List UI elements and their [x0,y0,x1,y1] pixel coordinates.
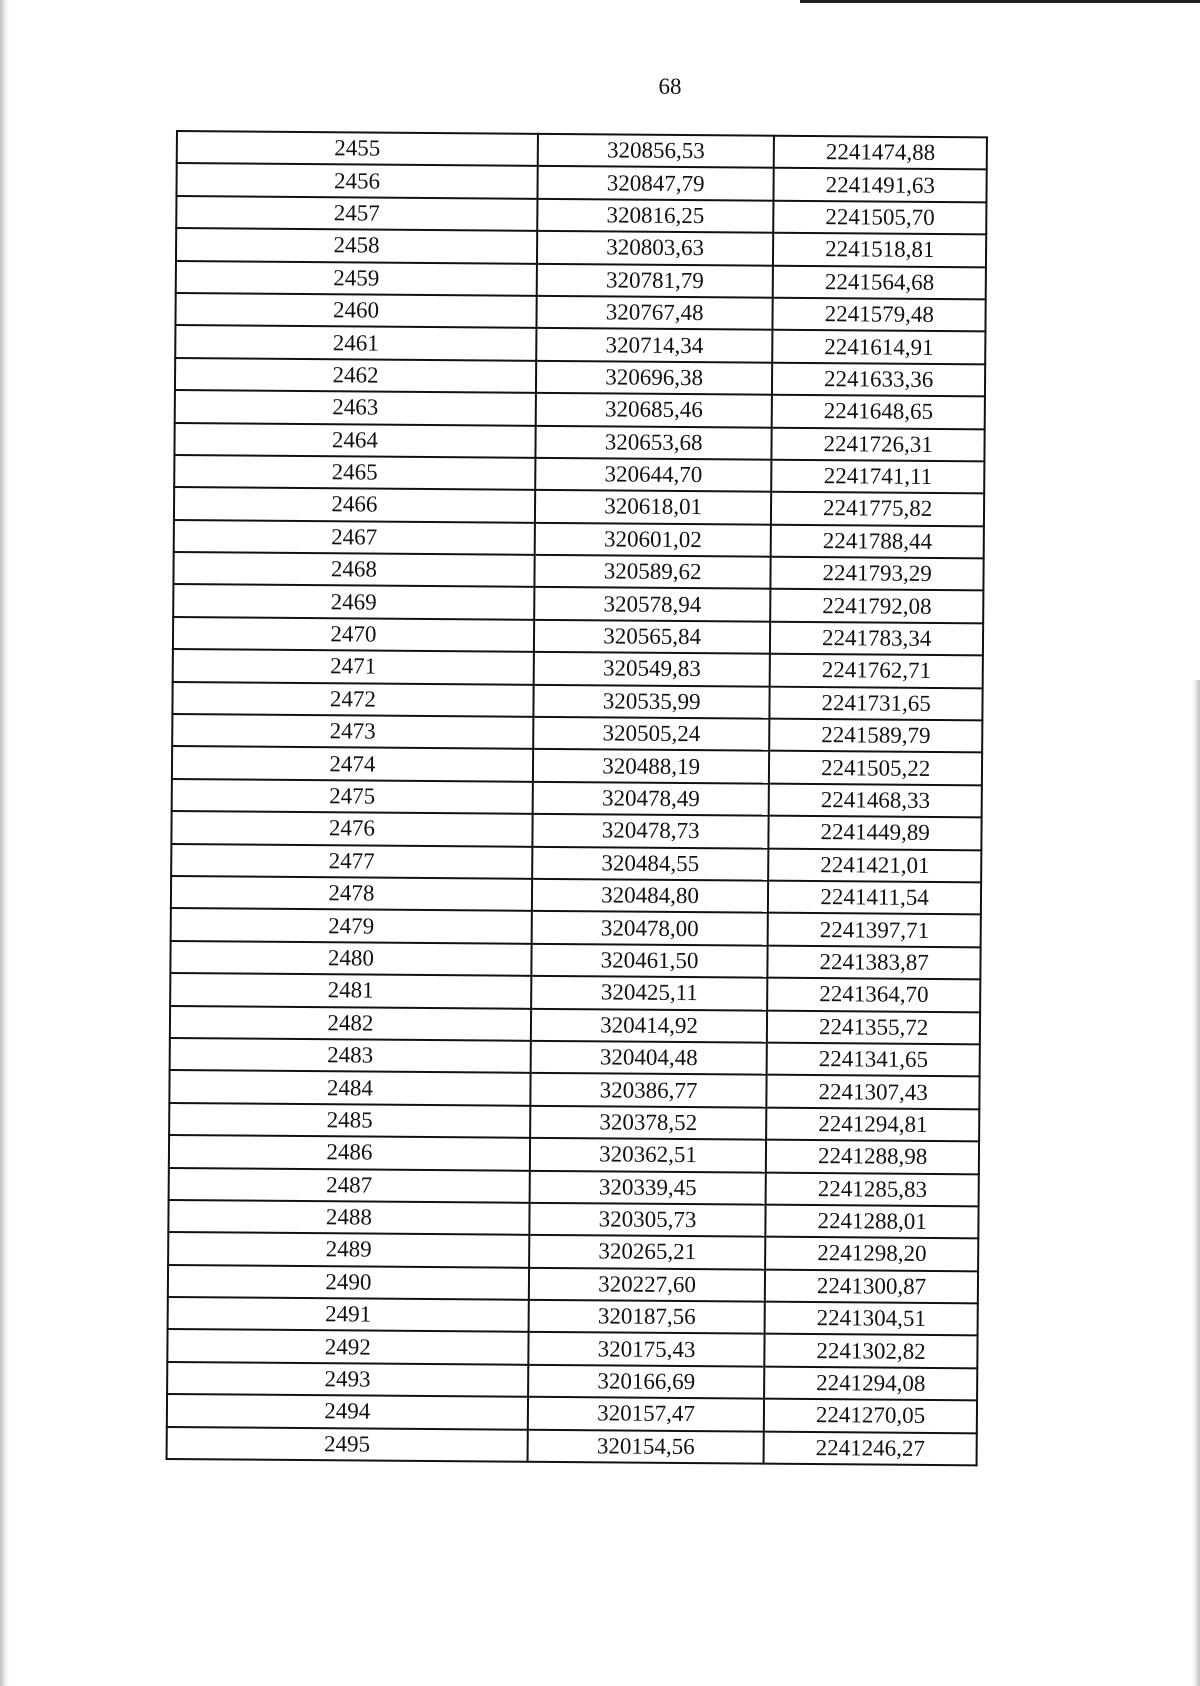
point-number-cell: 2481 [170,973,531,1008]
point-number-cell: 2467 [174,520,535,555]
x-coordinate-cell: 320404,48 [530,1041,767,1075]
y-coordinate-cell: 2241762,71 [770,654,983,688]
y-coordinate-cell: 2241270,05 [764,1399,977,1433]
x-coordinate-cell: 320484,80 [532,879,769,913]
point-number-cell: 2468 [173,552,534,587]
y-coordinate-cell: 2241579,48 [773,298,986,332]
x-coordinate-cell: 320644,70 [535,458,772,492]
y-coordinate-cell: 2241648,65 [772,395,985,429]
x-coordinate-cell: 320157,47 [528,1397,765,1431]
point-number-cell: 2457 [176,196,537,231]
point-number-cell: 2455 [177,131,538,166]
x-coordinate-cell: 320714,34 [536,328,773,362]
x-coordinate-cell: 320696,38 [536,361,773,395]
y-coordinate-cell: 2241421,01 [768,848,981,882]
point-number-cell: 2491 [168,1297,529,1332]
point-number-cell: 2471 [173,649,534,684]
point-number-cell: 2487 [169,1167,530,1202]
y-coordinate-cell: 2241518,81 [773,233,986,267]
point-number-cell: 2464 [174,423,535,458]
y-coordinate-cell: 2241355,72 [767,1010,980,1044]
y-coordinate-cell: 2241300,87 [765,1269,978,1303]
point-number-cell: 2460 [175,293,536,328]
x-coordinate-cell: 320461,50 [531,944,768,978]
y-coordinate-cell: 2241788,44 [771,524,984,558]
x-coordinate-cell: 320767,48 [536,296,773,330]
y-coordinate-cell: 2241364,70 [767,978,980,1012]
y-coordinate-cell: 2241304,51 [765,1302,978,1336]
point-number-cell: 2486 [169,1135,530,1170]
scan-top-edge-line [800,0,1200,3]
y-coordinate-cell: 2241731,65 [770,686,983,720]
x-coordinate-cell: 320484,55 [532,846,769,880]
x-coordinate-cell: 320685,46 [536,393,773,427]
point-number-cell: 2480 [170,941,531,976]
y-coordinate-cell: 2241449,89 [769,816,982,850]
x-coordinate-cell: 320781,79 [537,263,774,297]
y-coordinate-cell: 2241298,20 [765,1237,978,1271]
point-number-cell: 2485 [169,1103,530,1138]
x-coordinate-cell: 320425,11 [531,976,768,1010]
y-coordinate-cell: 2241383,87 [768,945,981,979]
x-coordinate-cell: 320154,56 [527,1429,764,1463]
point-number-cell: 2463 [175,390,536,425]
point-number-cell: 2470 [173,617,534,652]
point-number-cell: 2465 [174,455,535,490]
x-coordinate-cell: 320535,99 [533,684,770,718]
x-coordinate-cell: 320478,00 [531,911,768,945]
point-number-cell: 2489 [168,1232,529,1267]
point-number-cell: 2478 [171,876,532,911]
point-number-cell: 2495 [167,1427,528,1462]
point-number-cell: 2476 [171,811,532,846]
x-coordinate-cell: 320856,53 [538,134,775,168]
point-number-cell: 2458 [176,228,537,263]
x-coordinate-cell: 320488,19 [533,749,770,783]
x-coordinate-cell: 320803,63 [537,231,774,265]
x-coordinate-cell: 320414,92 [531,1008,768,1042]
scan-left-edge [0,0,9,1686]
y-coordinate-cell: 2241614,91 [773,330,986,364]
y-coordinate-cell: 2241505,22 [769,751,982,785]
y-coordinate-cell: 2241564,68 [773,265,986,299]
point-number-cell: 2474 [172,746,533,781]
page-number: 68 [658,74,682,99]
point-number-cell: 2483 [170,1038,531,1073]
y-coordinate-cell: 2241792,08 [771,589,984,623]
y-coordinate-cell: 2241397,71 [768,913,981,947]
x-coordinate-cell: 320505,24 [533,717,770,751]
point-number-cell: 2482 [170,1006,531,1041]
y-coordinate-cell: 2241341,65 [767,1043,980,1077]
point-number-cell: 2461 [175,325,536,360]
x-coordinate-cell: 320589,62 [534,555,771,589]
point-number-cell: 2475 [172,779,533,814]
x-coordinate-cell: 320265,21 [529,1235,766,1269]
y-coordinate-cell: 2241633,36 [772,362,985,396]
point-number-cell: 2473 [172,714,533,749]
y-coordinate-cell: 2241589,79 [769,719,982,753]
x-coordinate-cell: 320175,43 [528,1332,765,1366]
x-coordinate-cell: 320227,60 [529,1267,766,1301]
x-coordinate-cell: 320362,51 [530,1138,767,1172]
y-coordinate-cell: 2241726,31 [772,427,985,461]
y-coordinate-cell: 2241793,29 [771,557,984,591]
point-number-cell: 2477 [171,844,532,879]
y-coordinate-cell: 2241288,01 [766,1205,979,1239]
scan-right-edge [1192,680,1200,1686]
point-number-cell: 2488 [168,1200,529,1235]
x-coordinate-cell: 320816,25 [537,199,774,233]
x-coordinate-cell: 320847,79 [537,166,774,200]
y-coordinate-cell: 2241288,98 [766,1140,979,1174]
y-coordinate-cell: 2241246,27 [764,1431,977,1465]
point-number-cell: 2456 [176,163,537,198]
point-number-cell: 2492 [167,1329,528,1364]
y-coordinate-cell: 2241741,11 [772,460,985,494]
y-coordinate-cell: 2241491,63 [774,168,987,202]
point-number-cell: 2466 [174,487,535,522]
point-number-cell: 2494 [167,1394,528,1429]
y-coordinate-cell: 2241302,82 [765,1334,978,1368]
point-number-cell: 2484 [169,1070,530,1105]
x-coordinate-cell: 320565,84 [534,620,771,654]
y-coordinate-cell: 2241285,83 [766,1172,979,1206]
point-number-cell: 2459 [176,261,537,296]
x-coordinate-cell: 320339,45 [529,1170,766,1204]
point-number-cell: 2493 [167,1362,528,1397]
x-coordinate-cell: 320578,94 [534,587,771,621]
y-coordinate-cell: 2241468,33 [769,783,982,817]
y-coordinate-cell: 2241294,08 [764,1367,977,1401]
point-number-cell: 2472 [172,682,533,717]
point-number-cell: 2479 [171,908,532,943]
y-coordinate-cell: 2241411,54 [768,881,981,915]
x-coordinate-cell: 320378,52 [530,1106,767,1140]
y-coordinate-cell: 2241783,34 [770,622,983,656]
x-coordinate-cell: 320305,73 [529,1203,766,1237]
y-coordinate-cell: 2241775,82 [771,492,984,526]
y-coordinate-cell: 2241294,81 [766,1107,979,1141]
table-row [167,1427,977,1466]
x-coordinate-cell: 320478,73 [532,814,769,848]
y-coordinate-cell: 2241474,88 [774,136,987,170]
coordinates-table-body [167,131,987,1465]
point-number-cell: 2469 [173,584,534,619]
y-coordinate-cell: 2241505,70 [774,200,987,234]
point-number-cell: 2462 [175,358,536,393]
point-number-cell: 2490 [168,1265,529,1300]
x-coordinate-cell: 320386,77 [530,1073,767,1107]
x-coordinate-cell: 320166,69 [528,1365,765,1399]
x-coordinate-cell: 320601,02 [535,523,772,557]
x-coordinate-cell: 320653,68 [535,425,772,459]
x-coordinate-cell: 320478,49 [532,782,769,816]
x-coordinate-cell: 320618,01 [535,490,772,524]
coordinates-table [166,130,988,1466]
x-coordinate-cell: 320549,83 [534,652,771,686]
x-coordinate-cell: 320187,56 [528,1300,765,1334]
y-coordinate-cell: 2241307,43 [767,1075,980,1109]
